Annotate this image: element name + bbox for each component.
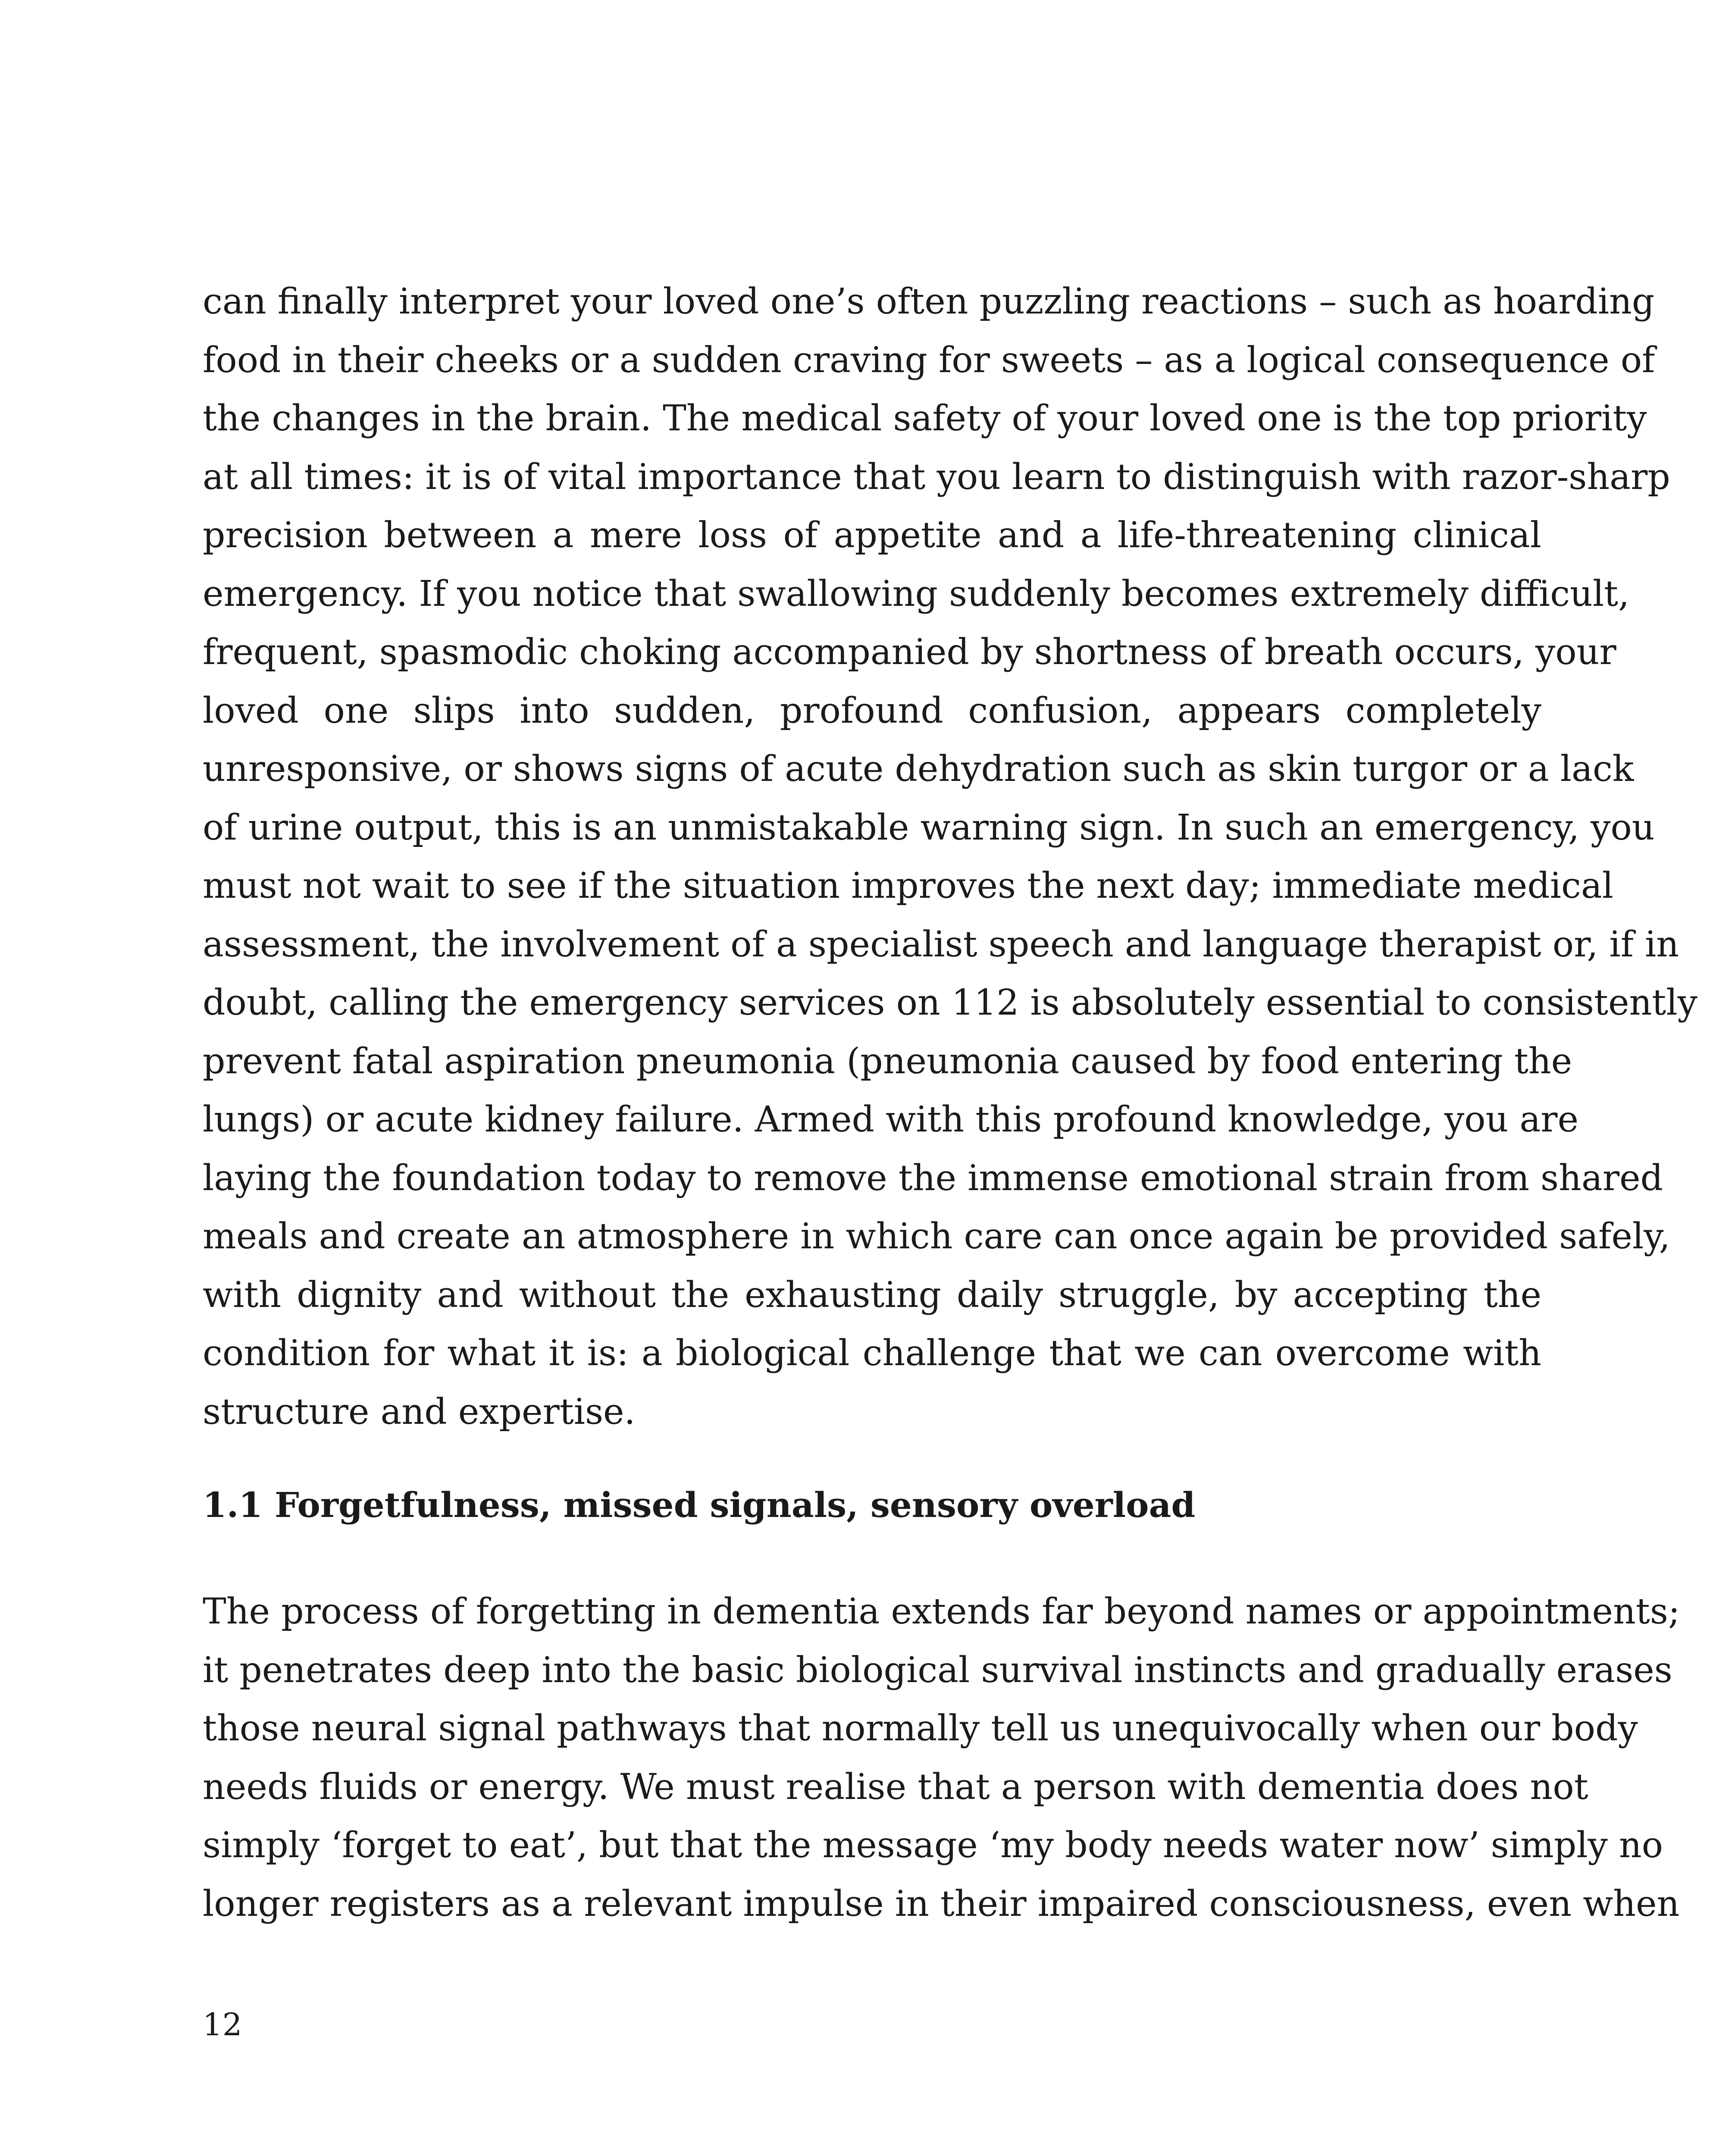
section-heading: 1.1 Forgetfulness, missed signals, sensory overload <box>203 1485 1196 1525</box>
paragraph-line: doubt, calling the emergency services on 112 is absolutely essential to consistently <box>203 982 1698 1023</box>
paragraph-line: of urine output, this is an unmistakable warning sign. In such an emergency, you <box>203 807 1655 848</box>
page-number: 12 <box>203 2006 242 2043</box>
paragraph-line: structure and expertise. <box>203 1391 636 1432</box>
paragraph-line: lungs) or acute kidney failure. Armed with this profound knowledge, you are <box>203 1099 1579 1140</box>
paragraph-line: the changes in the brain. The medical safety of your loved one is the top priority <box>203 398 1647 439</box>
paragraph-line: prevent fatal aspiration pneumonia (pneumonia caused by food entering the <box>203 1040 1572 1082</box>
paragraph-line: those neural signal pathways that normally tell us unequivocally when our body <box>203 1708 1638 1749</box>
paragraph-line: emergency. If you notice that swallowing suddenly becomes extremely difficult, <box>203 573 1630 614</box>
paragraph-line: simply ‘forget to eat’, but that the message ‘my body needs water now’ simply no <box>203 1825 1663 1866</box>
paragraph-line: needs fluids or energy. We must realise that a person with dementia does not <box>203 1766 1588 1808</box>
paragraph-line: loved one slips into sudden, profound confusion, appears completely <box>203 690 1541 731</box>
paragraph-line: must not wait to see if the situation improves the next day; immediate medical <box>203 865 1613 906</box>
paragraph-line: precision between a mere loss of appetite and a life-threatening clinical <box>203 515 1541 556</box>
paragraph-line: food in their cheeks or a sudden craving for sweets – as a logical consequence of <box>203 339 1655 381</box>
paragraph-line: condition for what it is: a biological challenge that we can overcome with <box>203 1333 1541 1374</box>
paragraph-line: assessment, the involvement of a specialist speech and language therapist or, if in <box>203 924 1679 965</box>
paragraph-line: at all times: it is of vital importance that you learn to distinguish with razor-sharp <box>203 456 1670 498</box>
paragraph-line: laying the foundation today to remove the immense emotional strain from shared <box>203 1157 1663 1199</box>
body-paragraph-2 <box>203 1583 1680 1933</box>
paragraph-line: with dignity and without the exhausting daily struggle, by accepting the <box>203 1274 1541 1316</box>
paragraph-line: The process of forgetting in dementia extends far beyond names or appointments; <box>203 1591 1680 1632</box>
paragraph-line: it penetrates deep into the basic biological survival instincts and gradually erases <box>203 1649 1672 1691</box>
body-paragraph-1 <box>203 273 1698 1441</box>
paragraph-line: meals and create an atmosphere in which care can once again be provided safely, <box>203 1216 1670 1257</box>
paragraph-line: longer registers as a relevant impulse in their impaired consciousness, even when <box>203 1883 1680 1924</box>
paragraph-line: frequent, spasmodic choking accompanied by shortness of breath occurs, your <box>203 632 1616 673</box>
paragraph-line: unresponsive, or shows signs of acute dehydration such as skin turgor or a lack <box>203 749 1634 790</box>
paragraph-line: can finally interpret your loved one’s often puzzling reactions – such as hoarding <box>203 281 1655 322</box>
